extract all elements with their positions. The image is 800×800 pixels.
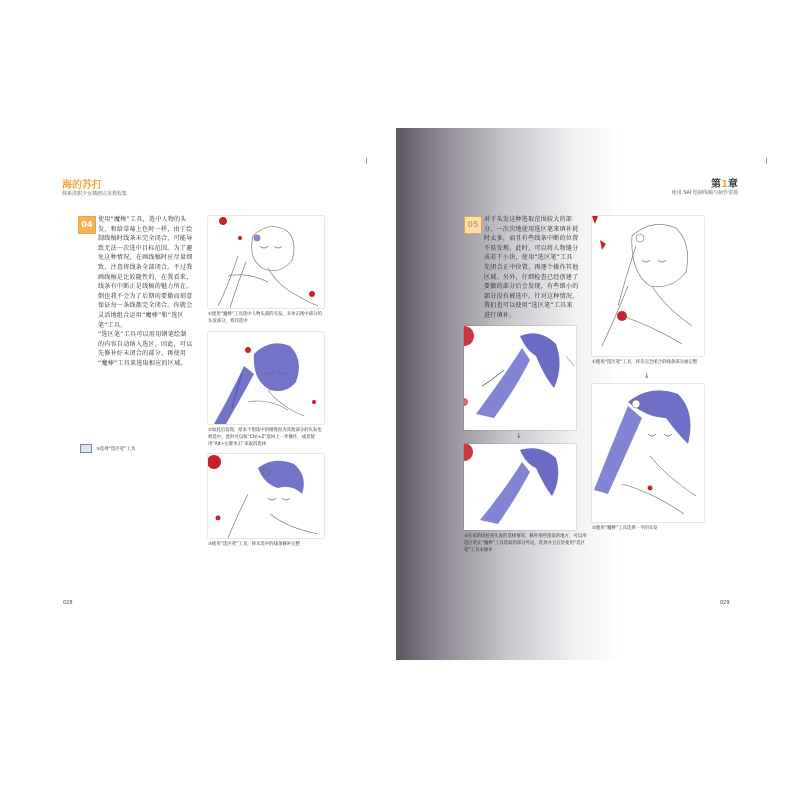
- girl-lineart-image: [208, 216, 324, 308]
- illustration-hair-closeup-1: [464, 326, 576, 430]
- caption-3: ③使用“选区笔”工具，将未选中的线条修补完整: [208, 542, 300, 547]
- chapter-suffix: 章: [728, 179, 738, 190]
- arrow-down-2: ↓: [644, 372, 650, 380]
- tool-icon-caption: ③选择“选区笔”工具: [96, 447, 136, 452]
- page-number-left: 028: [63, 600, 73, 606]
- chapter-heading: [711, 175, 738, 190]
- hair-closeup-image-2: [464, 444, 576, 530]
- page-number-right: 029: [720, 600, 730, 606]
- illustration-girl-right-2: [592, 384, 704, 522]
- step-badge-04: 04: [78, 216, 96, 234]
- book-brand-subtitle: 韩系清甜少女插画完美教程集: [62, 191, 128, 197]
- crop-mark-left: [366, 158, 367, 164]
- left-page: [36, 128, 396, 660]
- illustration-hair-selection-3: [208, 454, 324, 538]
- illustration-hair-closeup-2: [464, 444, 576, 530]
- hair-closeup-image-1: [464, 326, 576, 430]
- right-page: [396, 128, 768, 660]
- illustration-hair-selection-2: [208, 332, 324, 424]
- step-04-body-text: 使用“魔棒”工具，选中人物的头 发，和给草莓上色时一样，由于绘 制线稿时线条未完全闭合，可能导 致无法一次选中目标范围。为了避 免这种情况，在画线稿时应尽量细 致，注意将线条全部闭合。不过我 画线稿是比较随性的，在我看来， 线条有中断正是线稿的魅力所在。 倒也我不会为了后期的要撤而刻意 保证每一条线都完全闭合。你就会 灵活地组合运用“魔棒”和“选区 笔”工具。 “选区笔”工具可以用用钢笔绘制 的内容自动纳入选区。因此，可以 先修补好未闭合的部分，再使用 “魔棒”工具来选取相应的区域。: [98, 216, 193, 367]
- crop-mark-right: [766, 158, 767, 164]
- caption-right-3: ③在本阶段检查头发的选择情况，修补那些遗落的地方，可以用选区笔在“魔棒”工具选取的部分外边，选择并且在处使用“选区笔”工具来修补: [464, 534, 587, 553]
- step-05-body-text: 对于头发这种选取范围较大的部 分，一次次地使用选区笔来填补耗 时太多，而且有些线条中断的位置 不易发现。此时，可以将人物缝分 成若干小块，使用“选区笔”工具 先闭合正中位置，再逐个操作其他 区域。另外，仔细检查已经创建了 要撤的部分后会发现，有些细小的 部分没有被选中。针对这种情况， 我们也可以使用“选区笔”工具来 进行填补。: [484, 216, 579, 319]
- chapter-number: 1: [721, 179, 728, 190]
- caption-2: ②如此后发现，原本不想选中的细缝因为其他部分的头发也被选中，此时可以按“Ctrl+Z”返回上一步操作，或者使用“Alt+左键单击”来取消选择: [208, 428, 322, 447]
- selection-pen-tool-icon: [80, 444, 92, 453]
- chapter-prefix: 第: [711, 179, 722, 190]
- girl-hair-blue-image: [208, 332, 324, 424]
- book-brand-title: 海的苏打: [62, 180, 102, 191]
- chapter-subtitle: 使用 SAI 绘制线稿与制作要描: [671, 190, 738, 196]
- girl-partial-blue-image: [208, 454, 324, 538]
- caption-1: ①使用“魔棒”工具选中人物头部的头发，未单击图中部分的头发部分，将其选中: [208, 312, 322, 324]
- girl-lineart-right-image-1: [592, 216, 704, 356]
- arrow-down-1: ↓: [516, 432, 522, 440]
- girl-blue-hair-right-image: [592, 384, 704, 522]
- illustration-hair-selection-1: [208, 216, 324, 308]
- illustration-girl-right-1: [592, 216, 704, 356]
- caption-right-1: ①使用“选区笔”工具，将未完全闭合的线条部分画完整: [592, 360, 698, 365]
- step-badge-05: 05: [464, 216, 482, 234]
- caption-right-2: ②使用“魔棒”工具选择一半的头发: [592, 526, 658, 531]
